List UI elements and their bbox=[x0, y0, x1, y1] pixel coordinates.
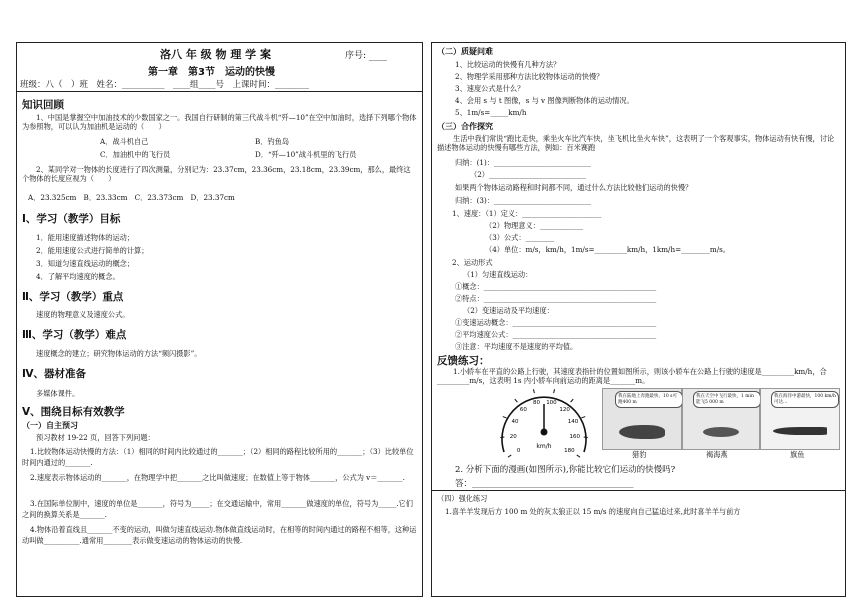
preview-q3: 3.在国际单位制中，速度的单位是_______，符号为_____；在交通运输中，常用_______做速度的单位，符号为_____.它们之间的换算关系是_______. bbox=[22, 499, 413, 519]
key-points-text: 速度的物理意义及速度公式。 bbox=[36, 310, 130, 319]
goal-item: 2．能用速度公式进行简单的计算； bbox=[36, 246, 149, 255]
speedometer-tick bbox=[554, 389, 555, 393]
preview-intro: 预习教材 19-22 页，回答下列问题： bbox=[36, 433, 155, 442]
doubt-item: 2、物理学采用那种方法比较物体运动的快慢？ bbox=[455, 72, 604, 81]
q1-option-c: C．加油机中的飞行员 bbox=[100, 150, 171, 159]
speed-meaning: （2）物理意义：____________ bbox=[485, 221, 584, 230]
doubt-item: 3、速度公式是什么？ bbox=[455, 84, 525, 93]
speedometer-tick bbox=[577, 455, 580, 457]
q2-text: 2、某同学对一物体的长度进行了四次测量，分别记为：23.37cm，23.36cm，23.18cm，23.39cm，那么，最终这个物体的长度应视为（ ） bbox=[22, 165, 411, 183]
speedometer-tick-label: 120 bbox=[559, 406, 570, 413]
variable-concept: ①变速运动概念：________________________________________ bbox=[455, 318, 657, 327]
coop-text: 生活中我们常说“跑比走快，乘坐火车比汽车快，坐飞机比坐火车快”，这表明了一个客观事实，物体运动有快有慢，讨论描述物体运动的快慢有哪些方法，例如：百米赛跑 bbox=[437, 134, 835, 152]
preview-q4: 4.物体沿着直线且_______不变的运动，叫做匀速直线运动.物体做直线运动时，在相等的时间内通过的路程不相等，这种运动叫做__________.通常用________表示做变速运动的物体运动的快慢. bbox=[22, 525, 417, 545]
speed-unit: （4）单位：m/s，km/h，1m/s=_________km/h，1km/h=________m/s。 bbox=[485, 245, 730, 254]
equipment-text: 多媒体课件。 bbox=[36, 389, 80, 398]
speedometer-figure bbox=[494, 384, 594, 464]
speedometer-tick-label: 140 bbox=[567, 419, 579, 426]
cheetah-panel bbox=[602, 388, 682, 450]
compare-question: 如果两个物体运动路程和时间都不同，通过什么方法比较他们运动的快慢？ bbox=[455, 183, 693, 192]
coop-heading: （三）合作探究 bbox=[437, 122, 493, 131]
difficulty-text: 速度概念的建立；研究物体运动的方法“频闪摄影”。 bbox=[36, 349, 202, 358]
doubt-item: 1、比较运动的快慢有几种方法？ bbox=[455, 60, 561, 69]
swift-panel bbox=[682, 388, 760, 450]
speed-definition: 1、速度：（1）定义：______________________ bbox=[452, 209, 602, 218]
q1-text: 1、中国是掌握空中加油技术的少数国家之一。我国自行研制的第三代战斗机“歼—10”在空中加油时，选择下列哪个物体为参照物，可以认为加油机是运动的（ ） bbox=[22, 113, 417, 131]
induct-2: （2）___________________________ bbox=[470, 170, 586, 179]
speedometer-tick bbox=[581, 417, 585, 418]
speedometer-tick bbox=[508, 455, 511, 457]
sailfish-icon bbox=[773, 427, 827, 435]
preview-heading: （一）自主预习 bbox=[22, 421, 78, 430]
teaching-heading: Ⅴ、围绕目标有效教学 bbox=[22, 406, 125, 418]
preview-q1: 1.比较物体运动快慢的方法：（1）相同的时间内比较通过的_______；（2）相同的路程比较所用的_______；（3）比较单位时间内通过的_______. bbox=[22, 447, 414, 467]
speedometer-hub bbox=[541, 429, 548, 436]
average-speed-note: ③注意：平均速度不是速度的平均值。 bbox=[455, 342, 578, 351]
speedometer-tick-label: 40 bbox=[511, 419, 519, 426]
doubt-item: 5、1m/s=_____km/h bbox=[455, 108, 527, 117]
animal-cartoon bbox=[602, 388, 838, 458]
answer-line: 答：______________________________________ bbox=[455, 479, 634, 489]
chapter-title: 第一章 第3节 运动的快慢 bbox=[148, 67, 275, 78]
caption-swift: 褐海燕 bbox=[706, 450, 728, 459]
speedometer-tick-label: 0 bbox=[516, 447, 521, 454]
motion-form: 2、运动形式 bbox=[452, 258, 493, 267]
speed-formula: （3）公式：________ bbox=[485, 233, 555, 242]
uniform-motion: （1）匀速直线运动： bbox=[463, 270, 533, 279]
doubt-item: 4、会用 s 与 t 图像，s 与 v 图像判断物体的运动情况。 bbox=[455, 96, 634, 105]
student-info-line: 班级：八（ ）班 姓名：__________ ____组____号 上课时间：________ bbox=[20, 80, 310, 90]
caption-sailfish: 旗鱼 bbox=[790, 450, 805, 459]
preview-q2: 2.速度表示物体运动的_______，在物理学中把_______之比叫做速度；在数值上等于物体_______，公式为 v＝_______. bbox=[30, 473, 405, 482]
q2-options: A．23.325cm B．23.33cm C．23.373cm D．23.37cm bbox=[28, 193, 235, 202]
swift-icon bbox=[703, 427, 739, 437]
uniform-concept: ①概念：________________________________________________ bbox=[455, 282, 657, 291]
feedback-q2: 2. 分析下面的漫画(如图所示),你能比较它们运动的快慢吗? bbox=[455, 465, 676, 475]
speech-bubble: 我在海洋中游最快，100 km/h可达… bbox=[771, 391, 839, 408]
speedometer-tick bbox=[503, 417, 507, 418]
strengthen-divider bbox=[431, 490, 846, 491]
equipment-heading: Ⅳ、器材准备 bbox=[22, 368, 87, 380]
cheetah-icon bbox=[619, 425, 665, 439]
speedometer-tick bbox=[515, 399, 518, 402]
strengthen-q1: 1.喜羊羊发现后方 100 m 处的灰太狼正以 15 m/s 的速度向自己猛追过来,此时喜羊羊与前方 bbox=[445, 507, 741, 516]
q1-option-b: B．钓鱼岛 bbox=[255, 137, 290, 146]
speech-bubble: 我在天空中飞行最快，1 min能飞5 000 m bbox=[693, 391, 761, 408]
variable-motion: （2）变速运动及平均速度： bbox=[463, 306, 554, 315]
feedback-heading: 反馈练习： bbox=[437, 355, 490, 367]
uniform-feature: ②特点：________________________________________________ bbox=[455, 294, 657, 303]
serial-number: 序号: ____ bbox=[345, 51, 387, 61]
goal-item: 4．了解平均速度的概念。 bbox=[36, 272, 120, 281]
feedback-q1: 1.小轿车在平直的公路上行驶，其速度表指针的位置如图所示，则该小轿车在公路上行驶的速度是_________km/h，合_________m/s，这表明 1s 内小轿车向前运动的距离是_______m。 bbox=[437, 367, 827, 385]
average-speed-formula: ②平均速度公式：________________________________________ bbox=[455, 330, 657, 339]
induct-1: 归纳：(1)：___________________________ bbox=[455, 158, 591, 167]
speedometer-tick-label: 80 bbox=[533, 399, 541, 406]
induct-3: 归纳：(3)：___________________________ bbox=[455, 196, 591, 205]
goal-item: 3．知道匀速直线运动的概念； bbox=[36, 259, 135, 268]
speedometer-tick-label: 180 bbox=[564, 447, 575, 454]
review-heading: 知识回顾 bbox=[22, 99, 64, 111]
q1-option-d: D．“歼—10”战斗机里的飞行员 bbox=[255, 150, 357, 159]
speedometer-tick bbox=[533, 389, 534, 393]
speedometer-tick-label: 20 bbox=[509, 433, 517, 440]
doubt-heading: （二）质疑问难 bbox=[437, 47, 493, 56]
sailfish-panel bbox=[760, 388, 840, 450]
speedometer-tick-label: 160 bbox=[569, 433, 581, 440]
goal-item: 1．能用速度描述物体的运动； bbox=[36, 233, 135, 242]
speedometer-tick-label: 60 bbox=[519, 406, 527, 413]
speedometer-tick bbox=[571, 399, 574, 402]
speedometer-tick bbox=[584, 437, 588, 438]
key-points-heading: Ⅱ、学习（教学）重点 bbox=[22, 291, 124, 303]
goals-heading: Ⅰ、学习（教学）目标 bbox=[22, 213, 121, 225]
speedometer-unit: km/h bbox=[536, 443, 552, 450]
speedometer-tick bbox=[500, 437, 504, 438]
header-divider bbox=[16, 91, 423, 92]
caption-cheetah: 猎豹 bbox=[632, 450, 647, 459]
q1-option-a: A．战斗机自己 bbox=[100, 137, 149, 146]
page-title: 洛八 年 级 物 理 学 案 bbox=[160, 48, 271, 61]
difficulty-heading: Ⅲ、学习（教学）难点 bbox=[22, 329, 127, 341]
speech-bubble: 我在陆地上奔跑最快，10 s可跑400 m bbox=[615, 391, 683, 408]
strengthen-heading: （四）强化练习 bbox=[437, 494, 488, 503]
speedometer-tick-label: 100 bbox=[546, 399, 557, 406]
